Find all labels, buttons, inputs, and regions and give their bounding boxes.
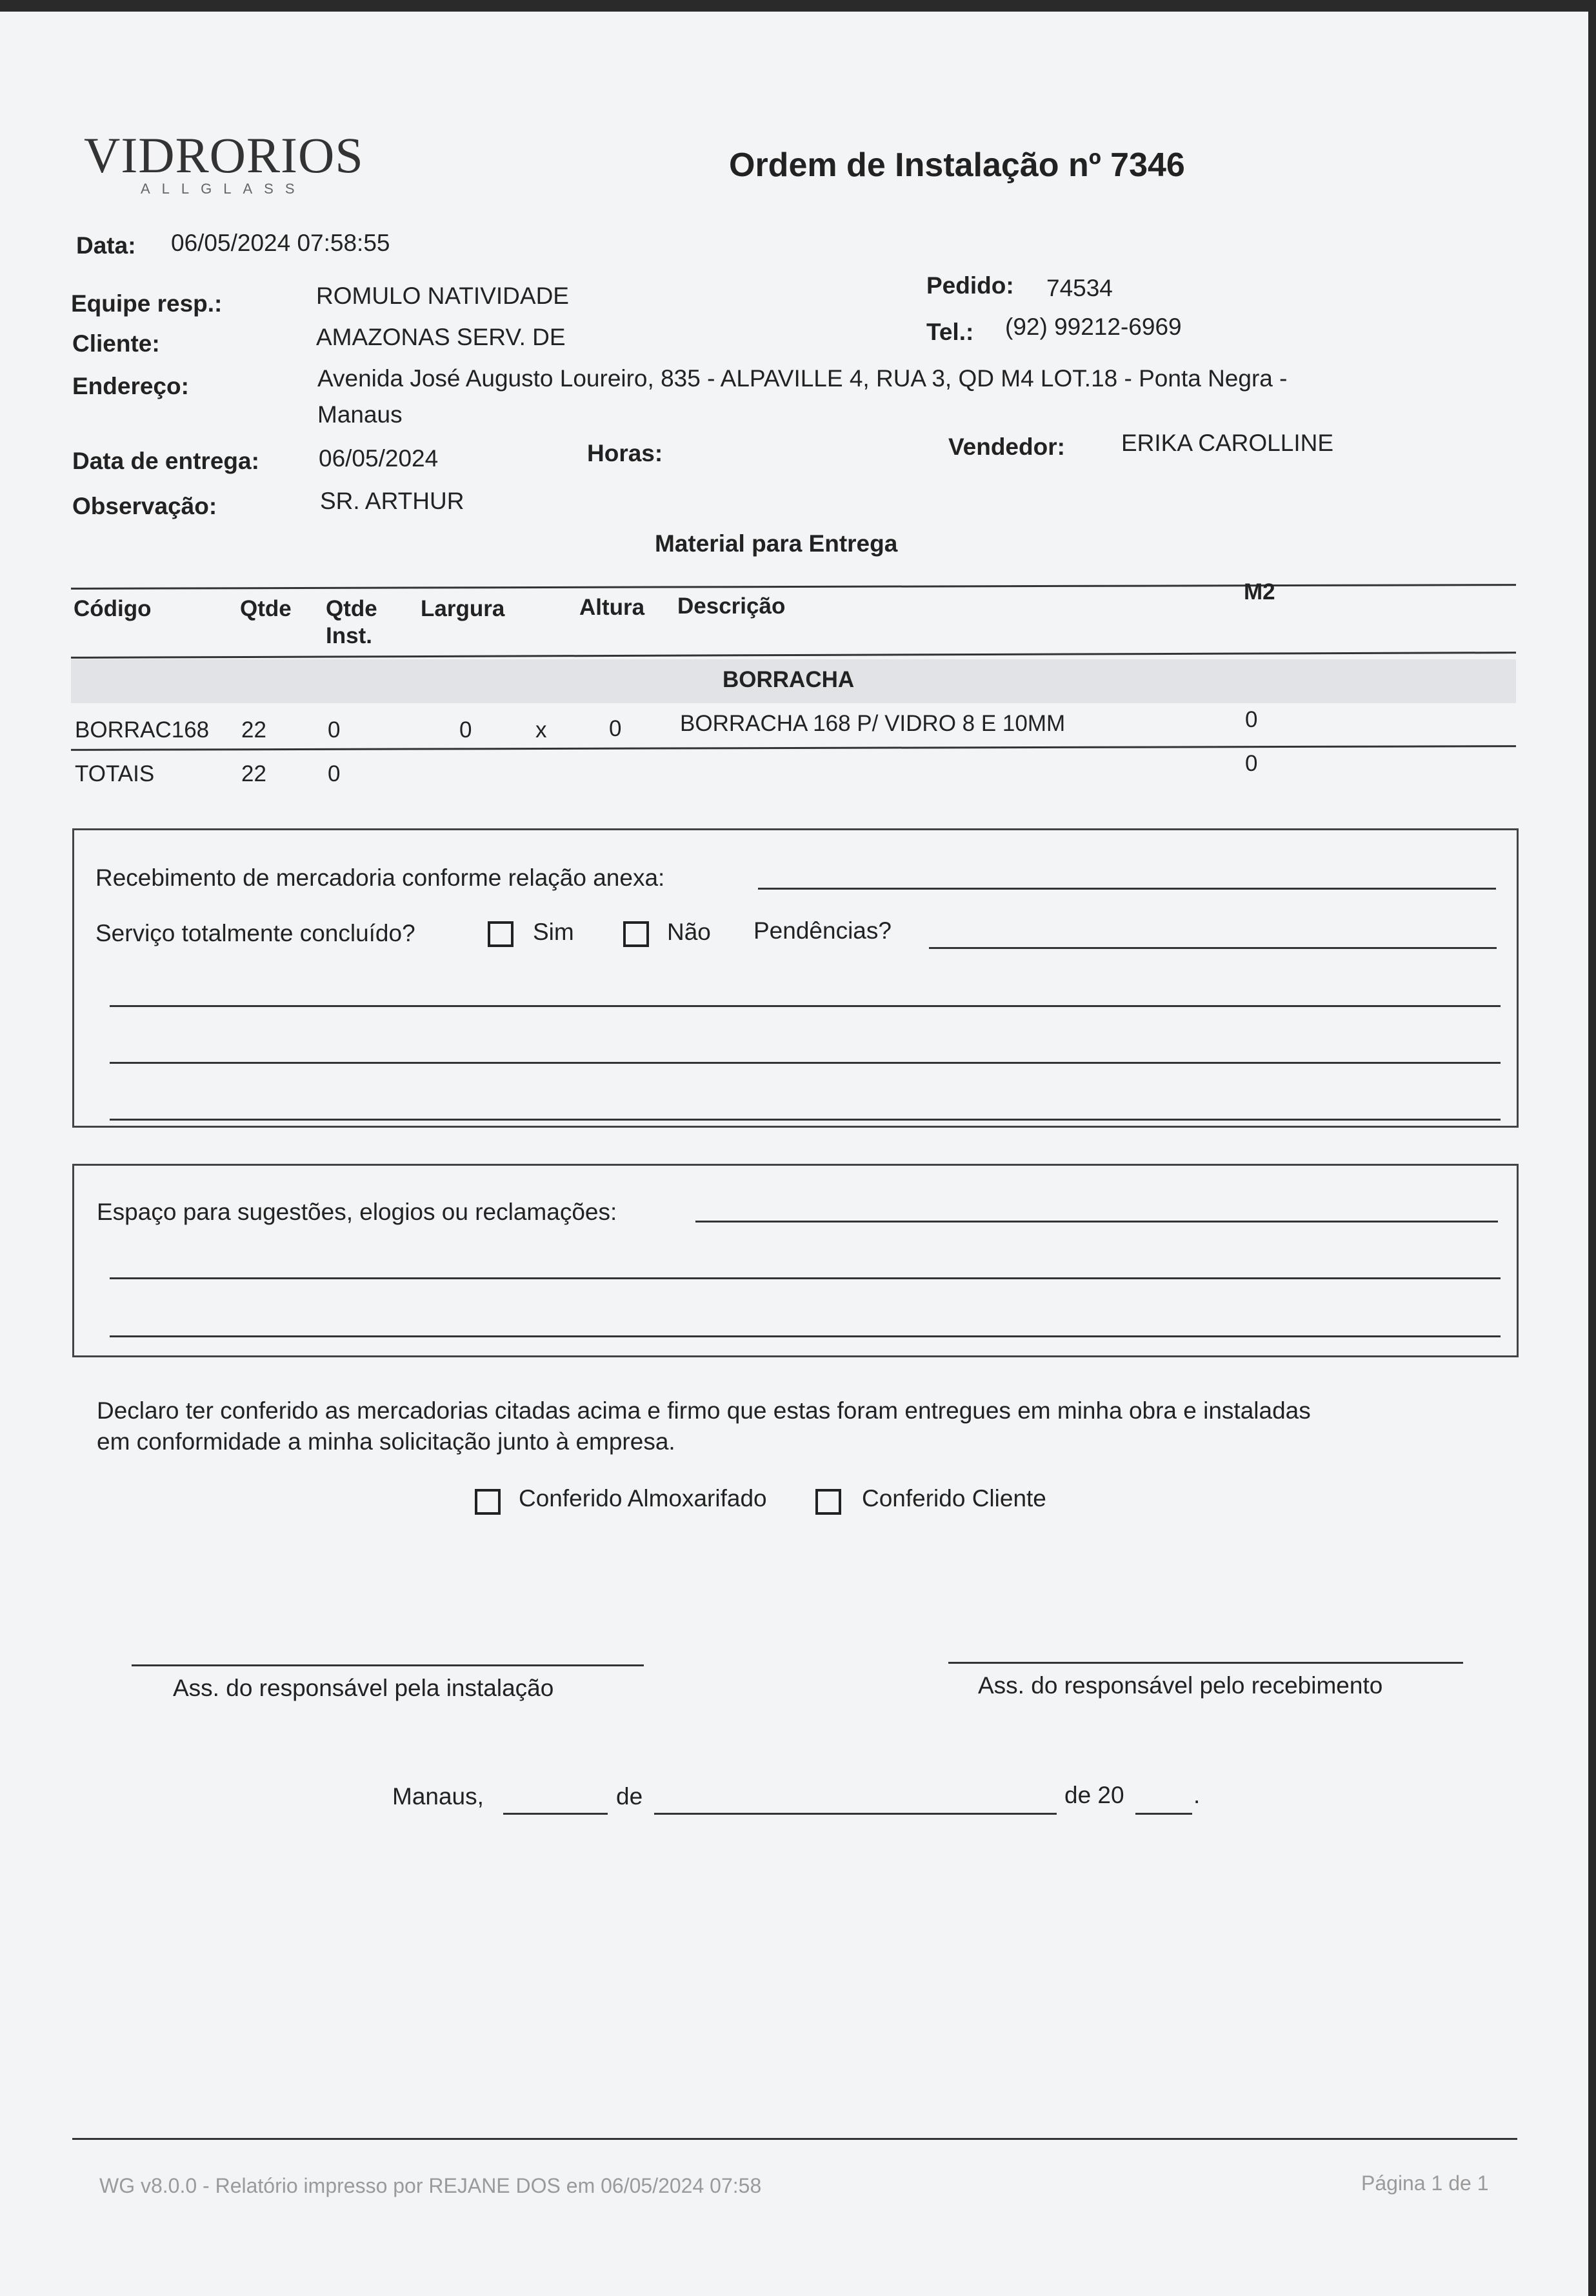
suggestions-label: Espaço para sugestões, elogios ou reclamações: [97,1199,617,1225]
sim-label: Sim [533,919,574,945]
de-label-1: de [616,1783,643,1810]
footer-print-info: WG v8.0.0 - Relatório impresso por REJANE DOS em 06/05/2024 07:58 [99,2174,762,2197]
row-descricao: BORRACHA 168 P/ VIDRO 8 E 10MM [680,711,1066,736]
material-section-title: Material para Entrega [655,530,898,557]
city-label: Manaus, [392,1783,484,1810]
row-codigo: BORRAC168 [75,717,210,743]
data-value: 06/05/2024 07:58:55 [171,230,390,256]
company-logo-subtitle: ALLGLASS [141,181,306,197]
page-title: Ordem de Instalação nº 7346 [729,146,1185,184]
data-label: Data: [76,232,136,259]
declaration-line-1: Declaro ter conferido as mercadorias citadas acima e firmo que estas foram entregues em minha obra e instaladas [97,1397,1311,1424]
col-m2: M2 [1244,579,1275,604]
vendedor-value: ERIKA CAROLLINE [1121,430,1334,456]
pedido-value: 74534 [1046,275,1113,301]
signature-installer-label: Ass. do responsável pela instalação [173,1675,554,1701]
col-qtde-inst-2: Inst. [326,623,372,648]
equipe-value: ROMULO NATIVIDADE [316,283,569,309]
row-qtde-inst: 0 [328,717,341,743]
col-codigo: Código [74,596,152,621]
footer-page-number: Página 1 de 1 [1361,2171,1489,2195]
col-qtde-inst-1: Qtde [326,596,377,621]
company-logo: VIDRORIOS [84,127,364,183]
row-qtde: 22 [241,717,266,743]
row-bottom-rule [71,745,1516,751]
totais-qtde: 22 [241,761,266,786]
group-borracha: BORRACHA [723,667,855,692]
data-entrega-label: Data de entrega: [72,448,259,474]
month-field[interactable] [654,1813,1057,1815]
de-label-2: de 20 [1064,1782,1124,1808]
totais-label: TOTAIS [75,761,155,786]
nao-label: Não [667,919,711,945]
row-largura: 0 [459,717,472,743]
conferido-almoxarifado-checkbox[interactable] [475,1489,501,1515]
endereco-line-1: Avenida José Augusto Loureiro, 835 - ALPAVILLE 4, RUA 3, QD M4 LOT.18 - Ponta Negra - [317,365,1288,392]
day-field[interactable] [503,1813,608,1815]
observacao-value: SR. ARTHUR [320,488,464,514]
tel-label: Tel.: [926,319,974,345]
horas-label: Horas: [587,440,663,466]
date-end-period: . [1193,1782,1201,1808]
table-top-rule [71,584,1516,590]
servico-label: Serviço totalmente concluído? [95,920,415,946]
signature-line-receiver[interactable] [948,1662,1463,1664]
cliente-value: AMAZONAS SERV. DE [316,324,566,350]
suggestions-line-3[interactable] [110,1335,1501,1337]
endereco-label: Endereço: [72,373,189,399]
receipt-extra-line-2[interactable] [110,1062,1501,1064]
header-bottom-rule [71,652,1516,659]
cliente-label: Cliente: [72,330,160,357]
conferido-almoxarifado-label: Conferido Almoxarifado [519,1485,767,1512]
vendedor-label: Vendedor: [948,434,1065,460]
data-entrega-value: 06/05/2024 [319,445,439,472]
conferido-cliente-label: Conferido Cliente [862,1485,1046,1512]
suggestions-field[interactable] [695,1221,1498,1223]
year-field[interactable] [1135,1813,1192,1815]
receipt-extra-line-3[interactable] [110,1119,1501,1121]
observacao-label: Observação: [72,493,217,519]
nao-checkbox[interactable] [623,921,649,947]
suggestions-box [72,1164,1519,1357]
col-descricao: Descrição [677,594,786,619]
receipt-extra-line-1[interactable] [110,1005,1501,1007]
signature-receiver-label: Ass. do responsável pelo recebimento [978,1672,1383,1699]
document-page [0,12,1588,2296]
declaration-line-2: em conformidade a minha solicitação junto à empresa. [97,1428,675,1455]
equipe-label: Equipe resp.: [71,290,223,317]
row-x: x [535,717,547,743]
col-altura: Altura [579,595,645,620]
pedido-label: Pedido: [926,272,1014,299]
conferido-cliente-checkbox[interactable] [815,1489,841,1515]
totais-m2: 0 [1245,751,1258,776]
receipt-field[interactable] [758,888,1496,890]
suggestions-line-2[interactable] [110,1277,1501,1279]
pendencias-label: Pendências? [753,917,892,944]
row-m2: 0 [1245,707,1258,732]
footer-rule [72,2138,1517,2140]
row-altura: 0 [609,716,622,741]
col-largura: Largura [421,596,505,621]
signature-line-installer[interactable] [132,1664,644,1666]
pendencias-field[interactable] [929,947,1497,949]
sim-checkbox[interactable] [488,921,514,947]
totais-qtde-inst: 0 [328,761,341,786]
tel-value: (92) 99212-6969 [1005,314,1182,340]
receipt-label: Recebimento de mercadoria conforme relação anexa: [95,864,665,891]
col-qtde: Qtde [240,596,292,621]
endereco-line-2: Manaus [317,401,403,428]
